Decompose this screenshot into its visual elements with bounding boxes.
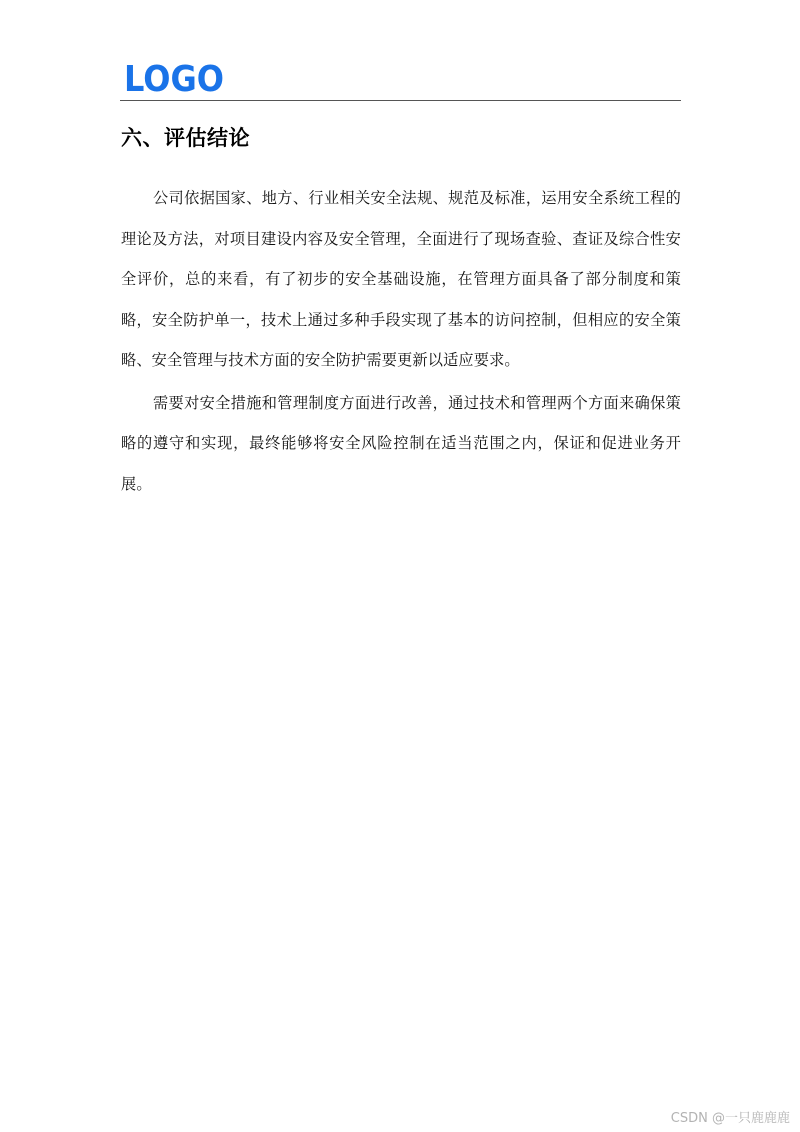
logo [124,60,228,96]
logo-text: LOGO [124,60,224,96]
section-title: 六、评估结论 [121,126,250,150]
logo-image [124,60,228,96]
paragraph-conclusion-1: 公司依据国家、地方、行业相关安全法规、规范及标准，运用安全系统工程的理论及方法，对项目建设内容及安全管理，全面进行了现场查验、查证及综合性安全评价，总的来看，有了初步的安全基础设施，在管理方面具备了部分制度和策略，安全防护单一，技术上通过多种手段实现了基本的访问控制，但相应的安全策略、安全管理与技术方面的安全防护需要更新以适应要求。 [121,189,681,369]
paragraph-conclusion-2: 需要对安全措施和管理制度方面进行改善，通过技术和管理两个方面来确保策略的遵守和实现，最终能够将安全风险控制在适当范围之内，保证和促进业务开展。 [121,393,681,493]
header-divider [120,100,681,101]
section-body [121,178,681,504]
watermark: CSDN @一只鹿鹿鹿 [670,1111,790,1126]
